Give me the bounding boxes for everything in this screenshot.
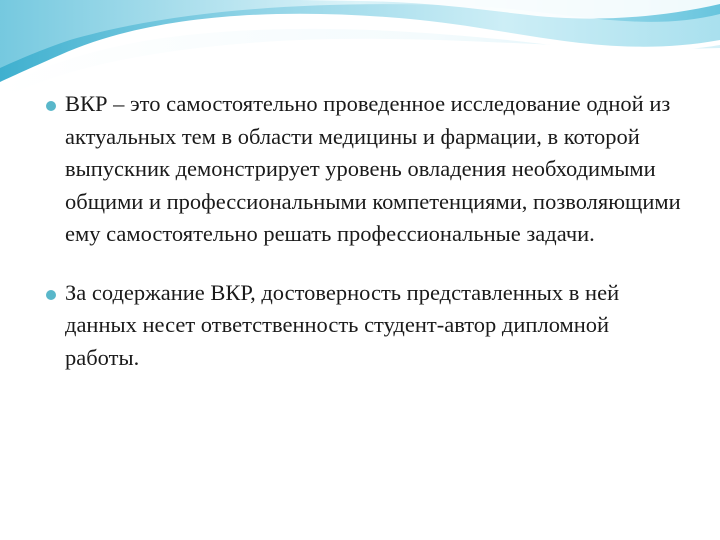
bullet-item	[46, 277, 686, 375]
bullet-list	[46, 88, 686, 374]
bullet-dot-icon	[46, 290, 56, 300]
bullet-text: ВКР – это самостоятельно проведенное исследование одной из актуальных тем в области медицины и фармации, в которой выпускник демонстрирует уровень овладения необходимыми общими и профессиональными компетенциями, позволяющими ему самостоятельно решать профессиональные задачи.	[65, 91, 681, 246]
bullet-text: За содержание ВКР, достоверность представленных в ней данных несет ответственность студент-автор дипломной работы.	[65, 279, 620, 370]
bullet-dot-icon	[46, 101, 56, 111]
bullet-item	[46, 88, 686, 251]
